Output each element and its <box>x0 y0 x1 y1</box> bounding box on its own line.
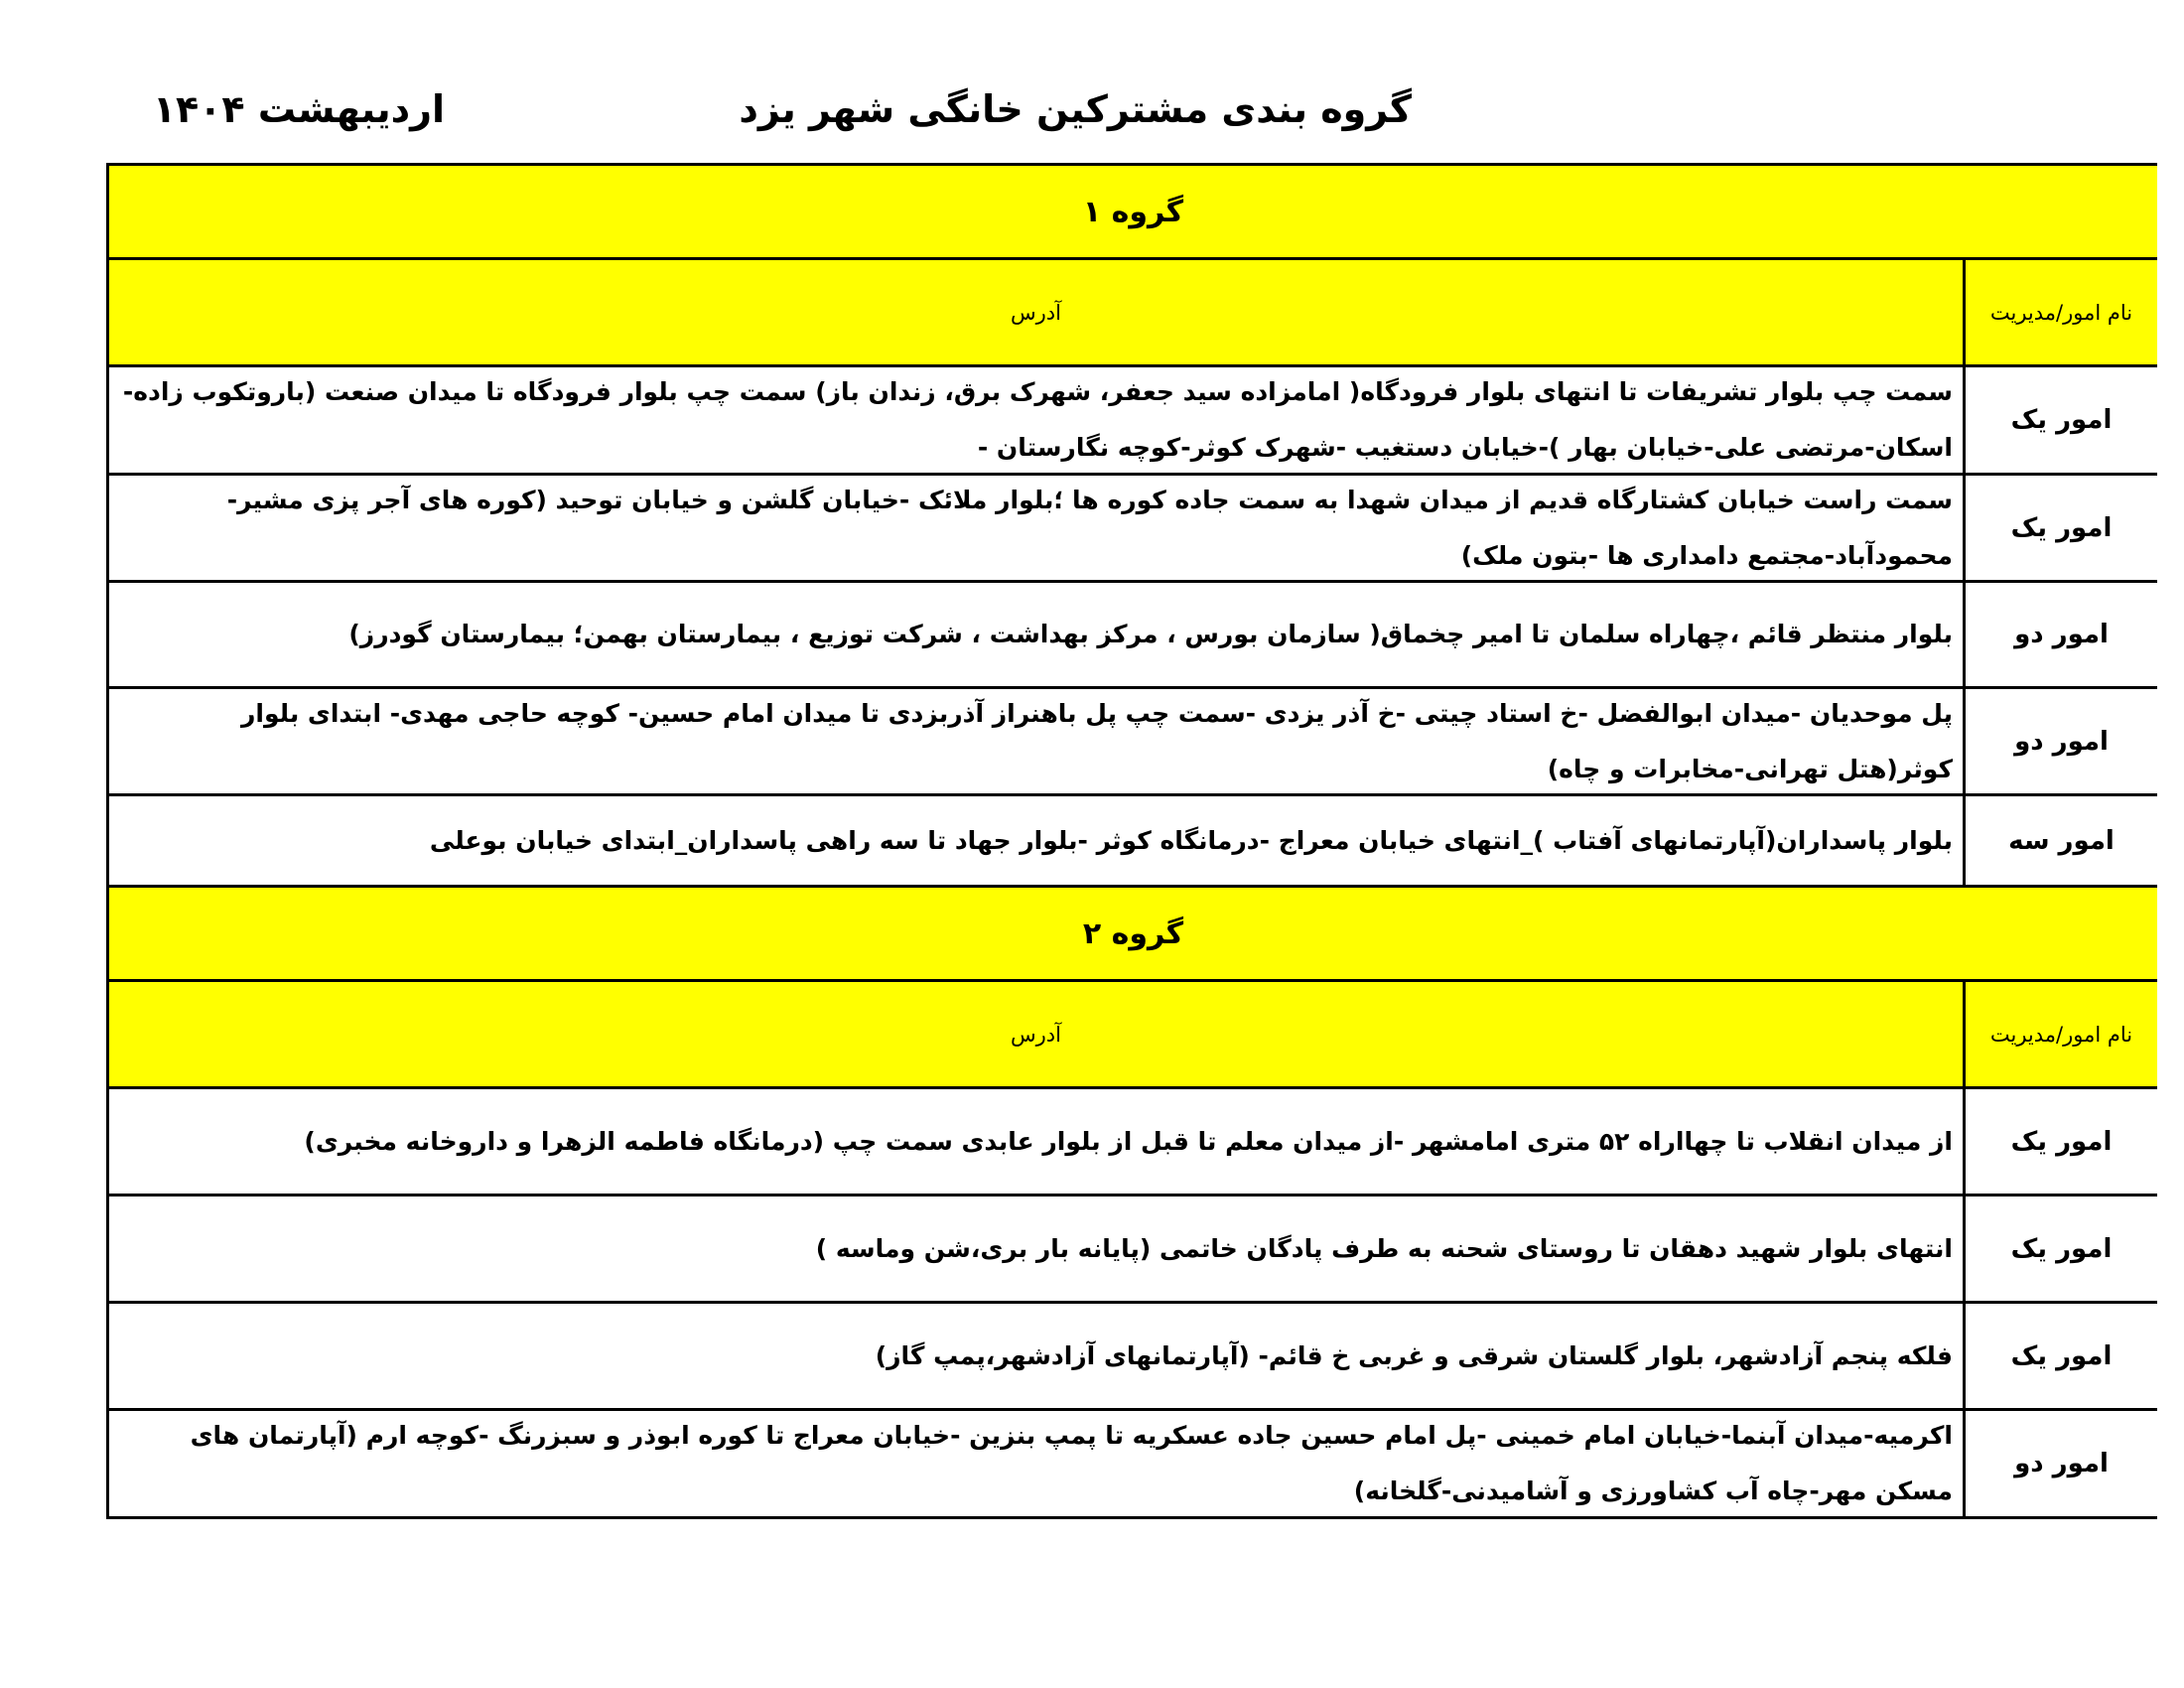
unit-cell: امور سه <box>1963 796 2157 885</box>
unit-cell: امور یک <box>1963 1196 2157 1301</box>
group-1-header-row <box>109 260 2157 367</box>
table-row <box>109 583 2157 689</box>
document-date: اردیبهشت ۱۴۰۴ <box>152 87 445 131</box>
address-cell: پل موحدیان -میدان ابوالفضل -خ استاد چیتی -خ آذر یزدی -سمت چپ پل باهنراز آذربزدی تا میدان امام حسین- کوچه حاجی مهدی- ابتدای بلوار کوثر(هتل تهرانی-مخابرات و چاه) <box>241 698 1953 783</box>
unit-column-header: نام امور/مدیریت <box>1963 982 2157 1086</box>
address-column-header: آدرس <box>1011 300 1061 325</box>
table-row <box>109 1089 2157 1196</box>
unit-cell: امور یک <box>1963 476 2157 580</box>
table-row <box>109 689 2157 796</box>
unit-cell: امور دو <box>1963 583 2157 686</box>
unit-cell: امور دو <box>1963 1411 2157 1516</box>
table-row <box>109 476 2157 583</box>
document-title: گروه بندی مشترکین خانگی شهر یزد <box>739 87 1412 131</box>
table-row <box>109 1411 2157 1516</box>
unit-cell: امور یک <box>1963 1089 2157 1194</box>
table-row <box>109 1304 2157 1411</box>
group-2-header-row <box>109 982 2157 1089</box>
address-cell: سمت چپ بلوار تشریفات تا انتهای بلوار فرودگاه( امامزاده سید جعفر، شهرک برق، زندان باز) سمت چپ بلوار فرودگاه تا میدان صنعت (باروتکوب زاده-اسکان-مرتضی علی-خیابان بهار )-خیابان دستغیب -شهرک کوثر-کوچه نگارستان - <box>122 377 1953 462</box>
address-cell: سمت راست خیابان کشتارگاه قدیم از میدان شهدا به سمت جاده کوره ها ؛بلوار ملائک -خیابان گلشن و خیابان توحید (کوره های آجر پزی مشیر-محمودآباد-مجتمع دامداری ها -بتون ملک) <box>226 485 1953 570</box>
address-column-header: آدرس <box>1011 1022 1061 1047</box>
address-cell: بلوار منتظر قائم ،چهاراه سلمان تا امیر چخماق( سازمان بورس ، مرکز بهداشت ، شرکت توزیع ، بیمارستان بهمن؛ بیمارستان گودرز) <box>348 620 1953 648</box>
unit-cell: امور یک <box>1963 367 2157 473</box>
unit-cell: امور یک <box>1963 1304 2157 1408</box>
group-1-title: گروه ۱ <box>109 166 2157 260</box>
address-cell: بلوار پاسداران(آپارتمانهای آفتاب )_انتهای خیابان معراج -درمانگاه کوثر -بلوار جهاد تا سه راهی پاسداران_ابتدای خیابان بوعلی <box>429 825 1953 855</box>
address-cell: اکرمیه-میدان آبنما-خیابان امام خمینی -پل امام حسین جاده عسکریه تا پمپ بنزین -خیابان معراج تا کوره ابوذر و سبزرنگ -کوچه ارم (آپارتمان های مسکن مهر-چاه آب کشاورزی و آشامیدنی-گلخانه) <box>190 1421 1953 1505</box>
group-2-title: گروه ۲ <box>109 888 2157 982</box>
grouping-table <box>106 163 2157 1519</box>
unit-column-header: نام امور/مدیریت <box>1963 260 2157 364</box>
address-cell: از میدان انقلاب تا چهااراه ۵۲ متری امامشهر -از میدان معلم تا قبل از بلوار عابدی سمت چپ (درمانگاه فاطمه الزهرا و داروخانه مخبری) <box>304 1126 1953 1156</box>
page-header <box>0 87 2184 147</box>
table-row <box>109 1196 2157 1304</box>
address-cell: فلکه پنجم آزادشهر، بلوار گلستان شرقی و غربی خ قائم- (آپارتمانهای آزادشهر،پمپ گاز) <box>875 1340 1953 1370</box>
address-cell: انتهای بلوار شهید دهقان تا روستای شحنه به طرف پادگان خاتمی (پایانه بار بری،شن وماسه ) <box>815 1233 1953 1263</box>
unit-cell: امور دو <box>1963 689 2157 793</box>
table-row <box>109 367 2157 476</box>
table-row <box>109 796 2157 888</box>
